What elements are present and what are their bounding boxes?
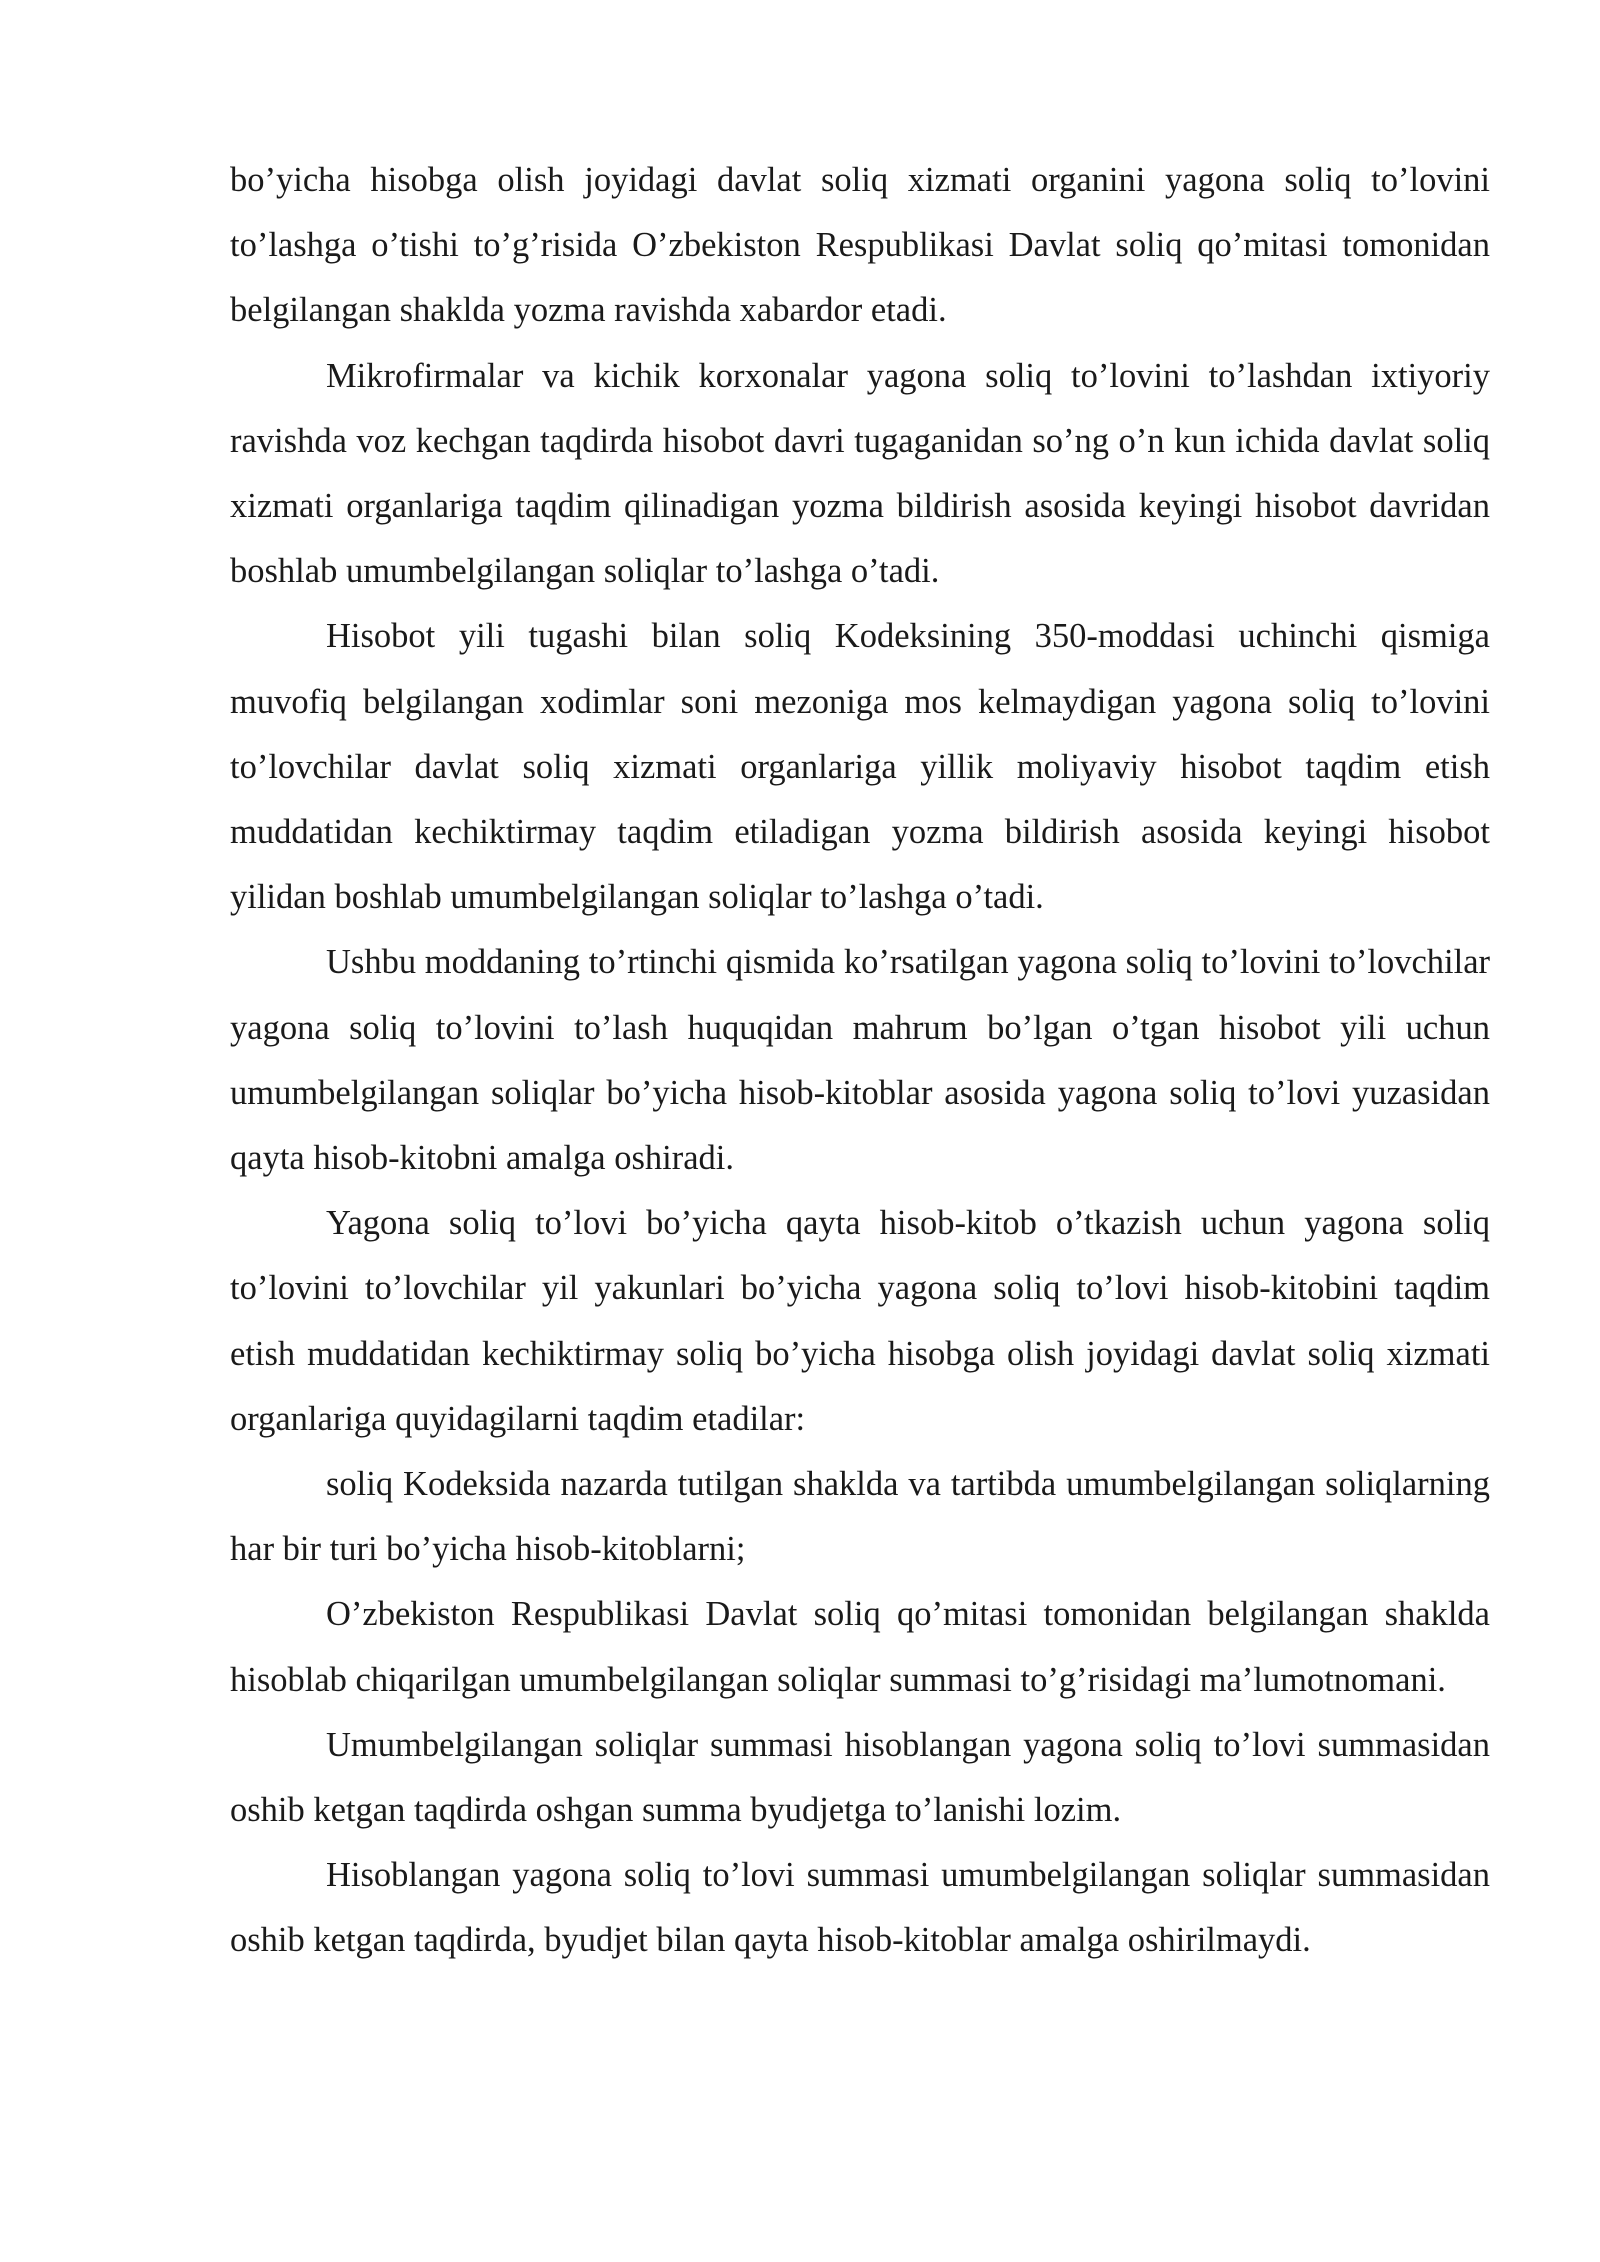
paragraph-1: bo’yicha hisobga olish joyidagi davlat soliq xizmati organini yagona soliq to’lovini to’lashga o’tishi to’g’risida O’zbekiston Respublikasi Davlat soliq qo’mitasi tomonidan belgilangan shaklda yozma ravishda xabardor etadi. — [230, 161, 1490, 330]
paragraph-9: Hisoblangan yagona soliq to’lovi summasi umumbelgilangan soliqlar summasidan oshib ketgan taqdirda, byudjet bilan qayta hisob-kitoblar amalga oshirilmaydi. — [230, 1856, 1490, 1960]
paragraph-2: Mikrofirmalar va kichik korxonalar yagona soliq to’lovini to’lashdan ixtiyoriy ravishda voz kechgan taqdirda hisobot davri tugaganidan so’ng o’n kun ichida davlat soliq xizmati organlariga taqdim qilinadigan yozma bildirish asosida keyingi hisobot davridan boshlab umumbelgilangan soliqlar to’lashga o’tadi. — [230, 356, 1490, 591]
paragraph-8: Umumbelgilangan soliqlar summasi hisoblangan yagona soliq to’lovi summasidan oshib ketgan taqdirda oshgan summa byudjetga to’lanishi lozim. — [230, 1725, 1490, 1830]
paragraph-7: O’zbekiston Respublikasi Davlat soliq qo’mitasi tomonidan belgilangan shaklda hisoblab chiqarilgan umumbelgilangan soliqlar summasi to’g’risidagi ma’lumotnomani. — [230, 1595, 1490, 1699]
document-body — [230, 148, 1490, 1974]
paragraph-5: Yagona soliq to’lovi bo’yicha qayta hisob-kitob o’tkazish uchun yagona soliq to’lovini to’lovchilar yil yakunlari bo’yicha yagona soliq to’lovi hisob-kitobini taqdim etish muddatidan kechiktirmay soliq bo’yicha hisobga olish joyidagi davlat soliq xizmati organlariga quyidagilarni taqdim etadilar: — [230, 1204, 1490, 1438]
paragraph-4: Ushbu moddaning to’rtinchi qismida ko’rsatilgan yagona soliq to’lovini to’lovchilar yagona soliq to’lovini to’lash huquqidan mahrum bo’lgan o’tgan hisobot yili uchun umumbelgilangan soliqlar bo’yicha hisob-kitoblar asosida yagona soliq to’lovi yuzasidan qayta hisob-kitobni amalga oshiradi. — [230, 943, 1490, 1178]
paragraph-3: Hisobot yili tugashi bilan soliq Kodeksining 350-moddasi uchinchi qismiga muvofiq belgilangan xodimlar soni mezoniga mos kelmaydigan yagona soliq to’lovini to’lovchilar davlat soliq xizmati organlariga yillik moliyaviy hisobot taqdim etish muddatidan kechiktirmay taqdim etiladigan yozma bildirish asosida keyingi hisobot yilidan boshlab umumbelgilangan soliqlar to’lashga o’tadi. — [230, 617, 1490, 917]
paragraph-6: soliq Kodeksida nazarda tutilgan shaklda va tartibda umumbelgilangan soliqlarning har bir turi bo’yicha hisob-kitoblarni; — [230, 1465, 1490, 1569]
